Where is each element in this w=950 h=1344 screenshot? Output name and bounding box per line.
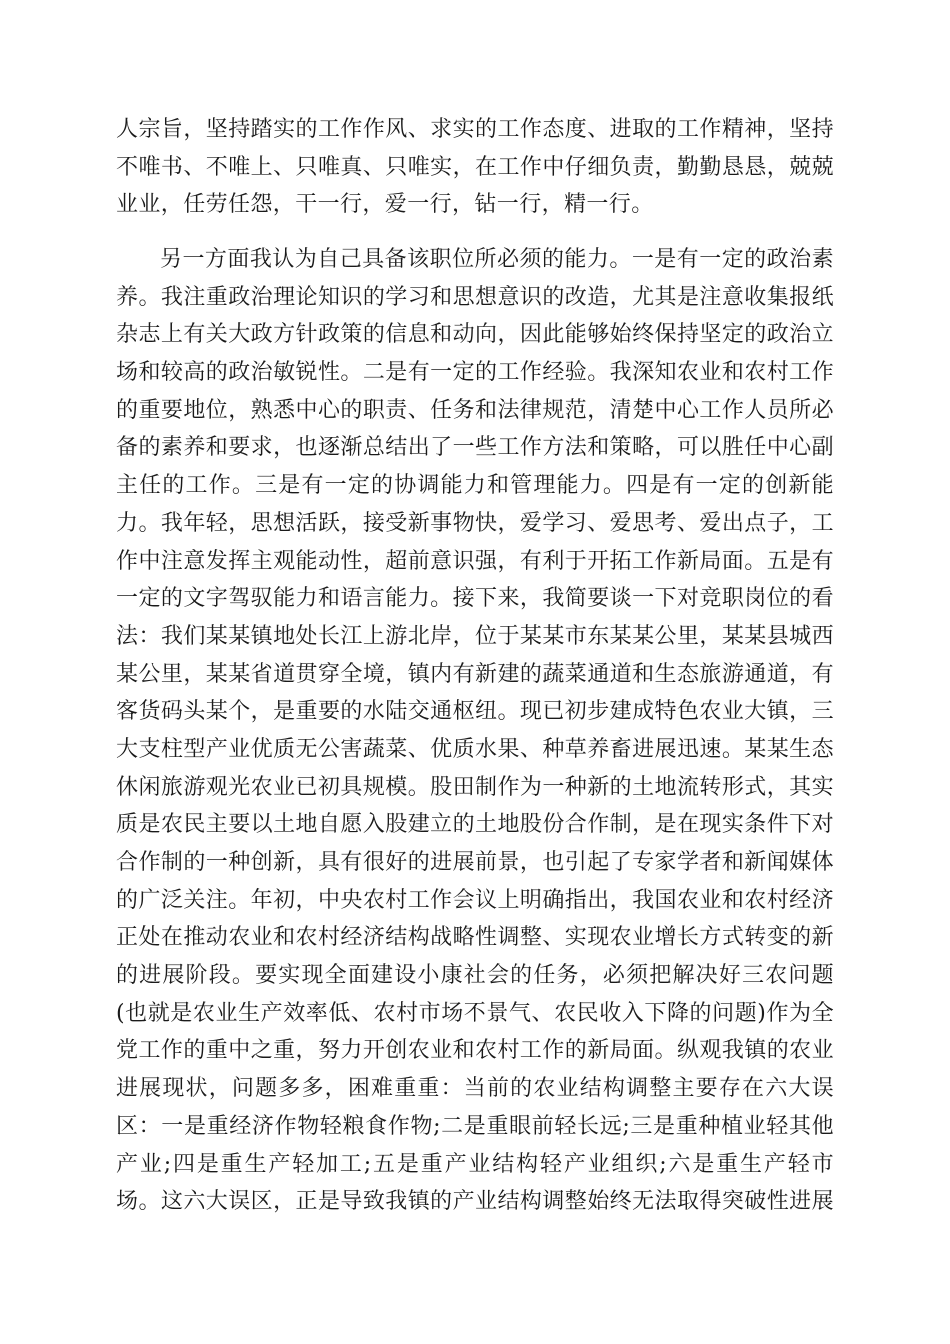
paragraph-line: 客货码头某个，是重要的水陆交通枢纽。现已初步建成特色农业大镇，三 [116,699,834,725]
paragraph-line: 作中注意发挥主观能动性，超前意识强，有利于开拓工作新局面。五是有 [116,548,834,574]
paragraph-line: 不唯书、不唯上、只唯真、只唯实，在工作中仔细负责，勤勤恳恳，兢兢 [116,154,834,180]
paragraph-line: 业业，任劳任怨，干一行，爱一行，钻一行，精一行。 [116,192,654,218]
paragraph-line: 质是农民主要以土地自愿入股建立的土地股份合作制，是在现实条件下对 [116,812,834,838]
paragraph-line: 另一方面我认为自己具备该职位所必须的能力。一是有一定的政治素 [160,247,834,272]
paragraph-line: 进展现状，问题多多，困难重重：当前的农业结构调整主要存在六大误 [116,1076,834,1102]
paragraph-line: 的重要地位，熟悉中心的职责、任务和法律规范，清楚中心工作人员所必 [116,397,834,423]
paragraph-line: 的进展阶段。要实现全面建设小康社会的任务，必须把解决好三农问题 [116,963,834,989]
paragraph-line: 大支柱型产业优质无公害蔬菜、优质水果、种草养畜进展迅速。某某生态 [116,736,834,762]
paragraph-line: 正处在推动农业和农村经济结构战略性调整、实现农业增长方式转变的新 [116,925,834,951]
paragraph-line: 备的素养和要求，也逐渐总结出了一些工作方法和策略，可以胜任中心副 [116,435,834,461]
paragraph-line: 人宗旨，坚持踏实的工作作风、求实的工作态度、进取的工作精神，坚持 [116,117,834,142]
paragraph-line: 区：一是重经济作物轻粮食作物;二是重眼前轻长远;三是重种植业轻其他 [116,1113,834,1139]
paragraph-line: 场和较高的政治敏锐性。二是有一定的工作经验。我深知农业和农村工作 [116,360,834,386]
paragraph-line: 养。我注重政治理论知识的学习和思想意识的改造，尤其是注意收集报纸 [116,284,834,310]
paragraph-2 [116,241,834,1221]
paragraph-line: 某公里，某某省道贯穿全境，镇内有新建的蔬菜通道和生态旅游通道，有 [116,661,834,687]
paragraph-line: 法：我们某某镇地处长江上游北岸，位于某某市东某某公里，某某县城西 [116,623,834,649]
paragraph-line: (也就是农业生产效率低、农村市场不景气、农民收入下降的问题)作为全 [116,1000,834,1026]
paragraph-line: 一定的文字驾驭能力和语言能力。接下来，我简要谈一下对竞职岗位的看 [116,586,834,612]
paragraph-line: 休闲旅游观光农业已初具规模。股田制作为一种新的土地流转形式，其实 [116,774,834,800]
paragraph-line: 产业;四是重生产轻加工;五是重产业结构轻产业组织;六是重生产轻市 [116,1151,834,1177]
paragraph-line: 的广泛关注。年初，中央农村工作会议上明确指出，我国农业和农村经济 [116,887,834,913]
paragraph-1 [116,111,834,224]
paragraph-line: 力。我年轻，思想活跃，接受新事物快，爱学习、爱思考、爱出点子，工 [116,510,834,536]
paragraph-line: 主任的工作。三是有一定的协调能力和管理能力。四是有一定的创新能 [116,473,834,499]
paragraph-line: 场。这六大误区，正是导致我镇的产业结构调整始终无法取得突破性进展 [116,1189,834,1215]
paragraph-line: 党工作的重中之重，努力开创农业和农村工作的新局面。纵观我镇的农业 [116,1038,834,1064]
paragraph-line: 合作制的一种创新，具有很好的进展前景，也引起了专家学者和新闻媒体 [116,850,834,875]
paragraph-line: 杂志上有关大政方针政策的信息和动向，因此能够始终保持坚定的政治立 [116,322,834,348]
